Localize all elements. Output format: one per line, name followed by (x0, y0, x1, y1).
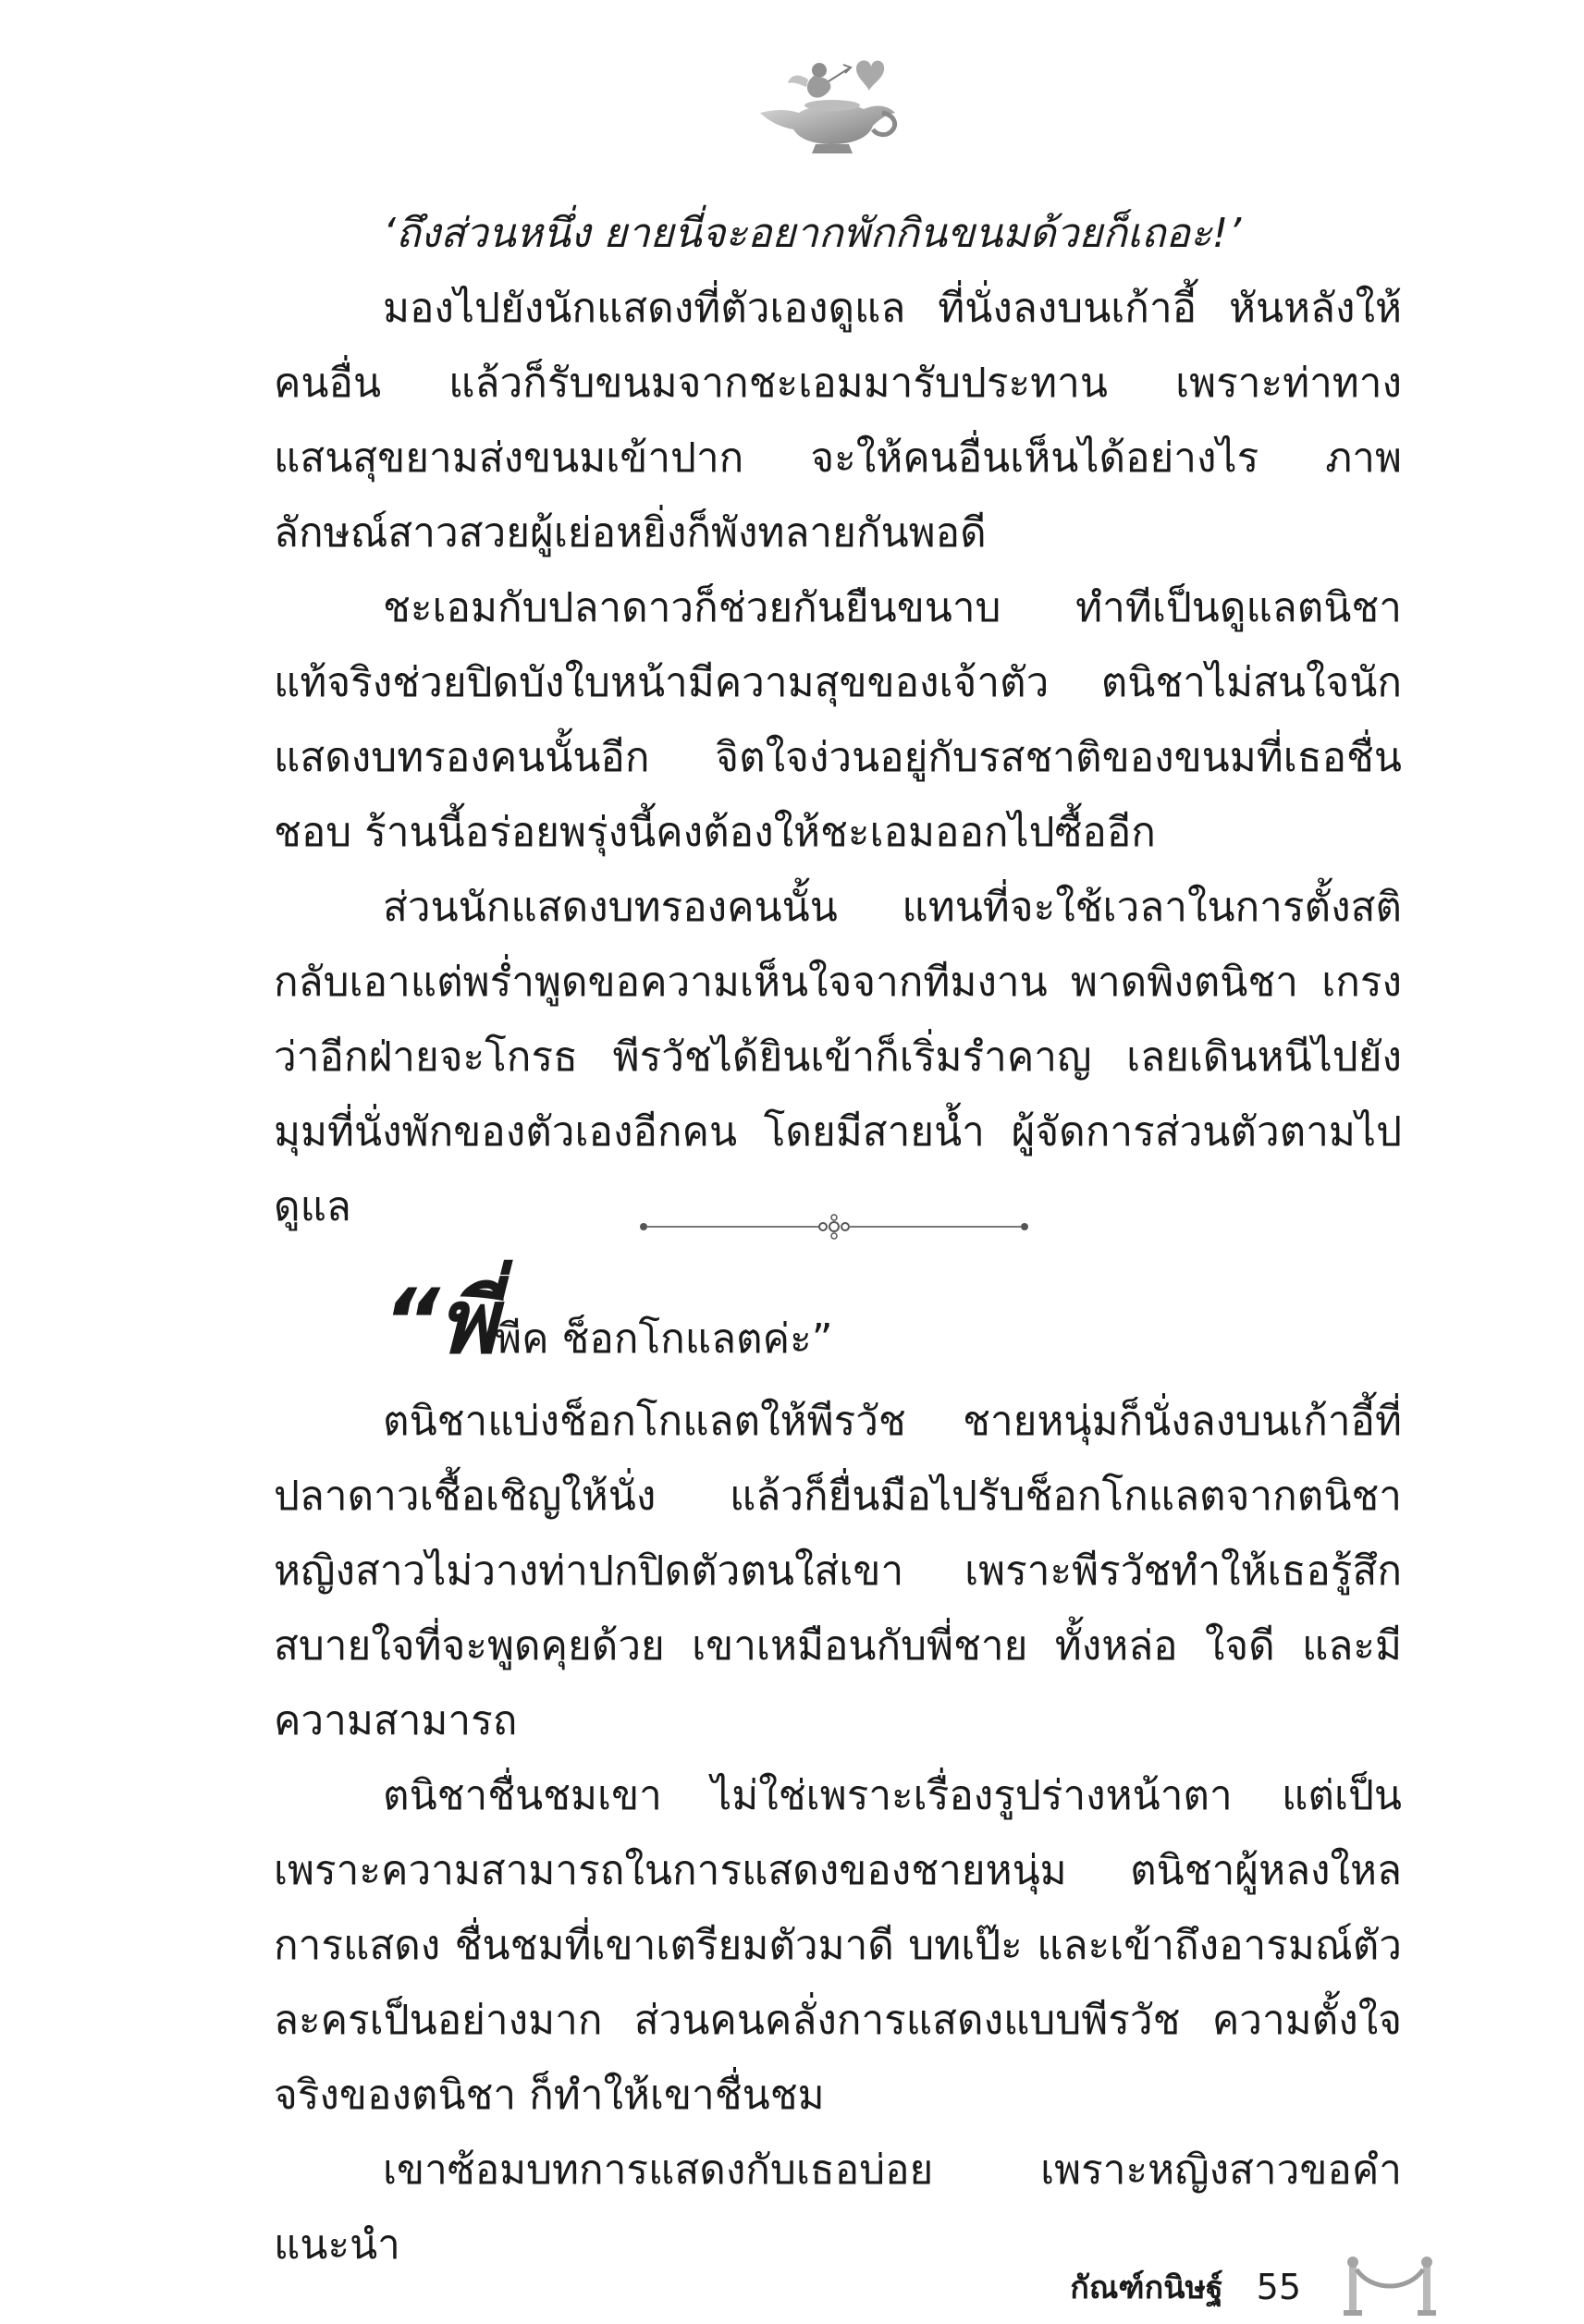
paragraph: มองไปยังนักแสดงที่ตัวเองดูแล ที่นั่งลงบนเก้าอี้ หันหลังให้คนอื่น แล้วก็รับขนมจากชะเอมมารับประทาน เพราะท่าทางแสนสุขยามส่งขนมเข้าปาก จะให้คนอื่นเห็นได้อย่างไร ภาพลักษณ์สาวสวยผู้เย่อหยิ่งก็พังทลายกันพอดี (274, 285, 1402, 557)
page-number: 55 (1256, 2267, 1301, 2307)
text-block-bottom (274, 1270, 1402, 2282)
dialogue-opening-rest: พีค ช็อกโกแลตค่ะ” (495, 1315, 833, 1363)
paragraph: ตนิชาชื่นชมเขา ไม่ใช่เพราะเรื่องรูปร่างหน้าตา แต่เป็นเพราะความสามารถในการแสดงของชายหนุ่ม ตนิชาผู้หลงใหลการแสดง ชื่นชมที่เขาเตรียมตัวมาดี บทเป๊ะ และเข้าถึงอารมณ์ตัวละครเป็นอย่างมาก ส่วนคนคลั่งการแสดงแบบพีรวัช ความตั้งใจจริงของตนิชา ก็ทำให้เขาชื่นชม (274, 1772, 1402, 2119)
text-block-top (274, 196, 1402, 1244)
paragraph: เขาซ้อมบทการแสดงกับเธอบ่อย เพราะหญิงสาวขอคำแนะนำ (274, 2147, 1402, 2269)
magic-lamp-with-cupid-ornament-icon (747, 48, 904, 159)
drop-cap: “พี่ (383, 1270, 496, 1374)
ornamental-divider-icon (638, 1213, 1030, 1241)
paragraph: ‘ถึงส่วนหนึ่ง ยายนี่จะอยากพักกินขนมด้วยก็เถอะ!’ (383, 210, 1242, 257)
paragraph: ส่วนนักแสดงบทรองคนนั้น แทนที่จะใช้เวลาในการตั้งสติ กลับเอาแต่พร่ำพูดขอความเห็นใจจากทีมงาน พาดพิงตนิชา เกรงว่าอีกฝ่ายจะโกรธ พีรวัชได้ยินเข้าก็เริ่มรำคาญ เลยเดินหนีไปยังมุมที่นั่งพักของตัวเองอีกคน โดยมีสายน้ำ ผู้จัดการส่วนตัวตามไปดูแล (274, 884, 1402, 1230)
dialogue-opening (383, 1270, 1402, 1384)
page-footer (1070, 2250, 1436, 2324)
velvet-rope-stanchion-icon (1344, 2255, 1436, 2319)
paragraph: ชะเอมกับปลาดาวก็ช่วยกันยืนขนาบ ทำทีเป็นดูแลตนิชา แท้จริงช่วยปิดบังใบหน้ามีความสุขของเจ้าตัว ตนิชาไม่สนใจนักแสดงบทรองคนนั้นอีก จิตใจง่วนอยู่กับรสชาติของขนมที่เธอชื่นชอบ ร้านนี้อร่อยพรุ่งนี้คงต้องให้ชะเอมออกไปซื้ออีก (274, 584, 1402, 856)
book-title: กัณฑ์กนิษฐ์ (1070, 2269, 1223, 2306)
paragraph: ตนิชาแบ่งช็อกโกแลตให้พีรวัช ชายหนุ่มก็นั่งลงบนเก้าอี้ที่ปลาดาวเชื้อเชิญให้นั่ง แล้วก็ยื่นมือไปรับช็อกโกแลตจากตนิชา หญิงสาวไม่วางท่าปกปิดตัวตนใส่เขา เพราะพีรวัชทำให้เธอรู้สึกสบายใจที่จะพูดคุยด้วย เขาเหมือนกับพี่ชาย ทั้งหล่อ ใจดี และมีความสามารถ (274, 1398, 1402, 1744)
